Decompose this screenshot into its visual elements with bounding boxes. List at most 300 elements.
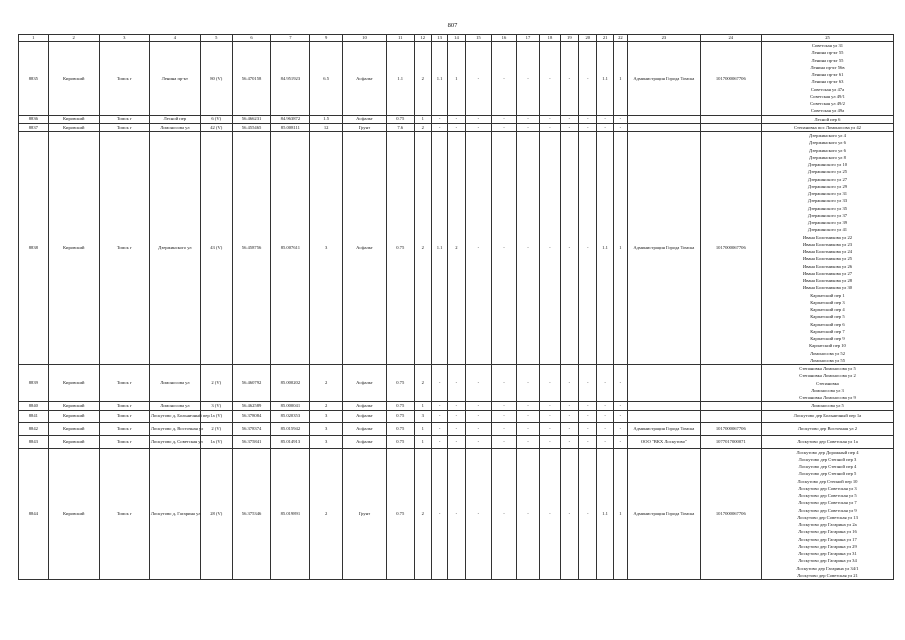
table-cell: Томск г <box>99 365 149 402</box>
table-cell: 85.020353 <box>271 410 310 422</box>
table-cell: Лоскутово д, Советская ул <box>149 435 200 448</box>
table-cell: 2 <box>414 365 431 402</box>
address-line: Лоскутово дер Гагарина ул 34 <box>798 558 857 564</box>
table-cell: - <box>613 422 627 435</box>
table-cell: 1.1 <box>431 132 447 365</box>
address-list-cell <box>761 410 893 422</box>
table-cell: Томск г <box>99 42 149 116</box>
table-cell: - <box>516 402 540 410</box>
address-line: Советская ул 49а <box>810 108 845 114</box>
table-cell: 0.75 <box>386 365 414 402</box>
table-row <box>19 435 894 448</box>
table-cell: 1 <box>613 132 627 365</box>
table-cell: 0.75 <box>386 115 414 123</box>
address-line: Советская ул 47а <box>810 86 845 92</box>
table-cell: Томск г <box>99 422 149 435</box>
address-line: Ломоносова ул 55 <box>809 357 845 363</box>
table-cell: - <box>540 422 560 435</box>
table-cell: Администрация Города Томска <box>628 42 701 116</box>
table-cell: - <box>516 132 540 365</box>
table-cell: - <box>492 123 517 131</box>
table-cell: 1.1 <box>431 42 447 116</box>
address-line: Лоскутово дер Больничный пер 1а <box>793 413 862 419</box>
address-line: Степановка Ломоносова ул 5 <box>799 366 856 371</box>
table-cell: 2 <box>310 448 343 580</box>
address-line: Лоскутово дер Советская ул 1а <box>797 438 858 444</box>
address-line: Ленина пр-кт 63 <box>811 79 844 85</box>
table-cell: - <box>465 435 492 448</box>
table-cell: - <box>613 123 627 131</box>
table-cell: 3 <box>414 410 431 422</box>
table-cell: - <box>540 402 560 410</box>
table-row <box>19 132 894 365</box>
table-cell: - <box>516 365 540 402</box>
table-cell: Томск г <box>99 123 149 131</box>
table-cell: 3 <box>310 435 343 448</box>
column-header: 4 <box>149 35 200 42</box>
table-cell: 56.462589 <box>232 402 271 410</box>
table-cell: 2 <box>414 448 431 580</box>
column-header: 23 <box>628 35 701 42</box>
address-line: Карпатский пер 5 <box>810 314 845 320</box>
address-line: Лоскутово дер Гагарина ул 29 <box>798 543 857 549</box>
table-cell: - <box>516 410 540 422</box>
table-cell: - <box>448 115 465 123</box>
address-line: Карпатский пер 3 <box>810 299 845 305</box>
table-cell: - <box>516 123 540 131</box>
address-line: Ленина пр-кт 56в <box>810 64 845 70</box>
table-cell: 1а (V) <box>200 410 232 422</box>
table-cell: 85.019891 <box>271 448 310 580</box>
table-cell: 8839 <box>19 365 49 402</box>
table-cell: 7.6 <box>386 123 414 131</box>
table-cell: - <box>465 410 492 422</box>
column-header: 14 <box>448 35 465 42</box>
table-cell: Администрация Города Томска <box>628 422 701 435</box>
column-header: 24 <box>700 35 761 42</box>
table-cell <box>628 365 701 402</box>
address-line: Дзержинского ул 27 <box>807 176 848 182</box>
column-header: 19 <box>560 35 578 42</box>
table-cell: Дзержинского ул <box>149 132 200 365</box>
table-cell: - <box>540 123 560 131</box>
table-cell: - <box>613 410 627 422</box>
address-line: Советская ул 49/1 <box>810 93 845 99</box>
table-cell: - <box>516 115 540 123</box>
address-line: Лоскутово дер Гагарина ул 31 <box>798 551 857 556</box>
table-cell: 56.375841 <box>232 435 271 448</box>
table-cell: 1 <box>414 402 431 410</box>
table-cell: - <box>579 365 597 402</box>
address-line: Ломоносова ул 3 <box>811 387 844 393</box>
address-line: Ломоносова ул 52 <box>809 350 845 356</box>
table-cell: Ломоносова ул <box>149 402 200 410</box>
table-cell: - <box>516 422 540 435</box>
table-cell: - <box>540 132 560 365</box>
table-cell: - <box>492 42 517 116</box>
table-cell: - <box>448 422 465 435</box>
table-cell: - <box>597 402 613 410</box>
address-list-cell <box>761 365 893 402</box>
address-list-cell <box>761 448 893 580</box>
table-cell: - <box>540 365 560 402</box>
address-line: Дзержинского ул 35 <box>807 205 848 211</box>
address-line: Лоскутово дер Гагарина ул 2а <box>798 522 857 527</box>
column-header: 1 <box>19 35 49 42</box>
table-row <box>19 448 894 580</box>
table-cell: - <box>560 410 578 422</box>
table-cell: 2 <box>414 42 431 116</box>
table-cell: 56.466231 <box>232 115 271 123</box>
table-cell: Лоскутово д, Гагарина ул <box>149 448 200 580</box>
table-cell: ООО "ВКХ Лоскутово" <box>628 435 701 448</box>
table-cell: - <box>579 410 597 422</box>
table-cell: 0.75 <box>386 132 414 365</box>
table-cell: - <box>579 422 597 435</box>
address-line: Карпатский пер 4 <box>810 307 845 312</box>
column-header: 2 <box>48 35 99 42</box>
table-cell: 1077017000071 <box>700 435 761 448</box>
address-line: Степановка Ломоносова ул 9 <box>799 395 856 400</box>
address-line: Дзержинского ул 37 <box>807 212 848 218</box>
table-cell: 1.1 <box>597 448 613 580</box>
table-cell: 8836 <box>19 115 49 123</box>
table-cell: - <box>448 410 465 422</box>
table-cell: - <box>448 123 465 131</box>
column-header: 10 <box>342 35 386 42</box>
table-row <box>19 422 894 435</box>
table-cell: 85.015942 <box>271 422 310 435</box>
address-list-cell <box>761 115 893 123</box>
table-cell: - <box>579 42 597 116</box>
table-cell: - <box>579 448 597 580</box>
table-cell: Кировский <box>48 123 99 131</box>
table-cell: 56.378374 <box>232 422 271 435</box>
column-header: 5 <box>200 35 232 42</box>
table-cell: Асфальт <box>342 132 386 365</box>
table-cell: - <box>560 448 578 580</box>
column-header: 6 <box>232 35 271 42</box>
column-header: 15 <box>465 35 492 42</box>
address-line: Лоскутово дер Советская ул 3 <box>798 485 857 491</box>
table-row <box>19 365 894 402</box>
table-cell: - <box>540 435 560 448</box>
table-cell: - <box>613 115 627 123</box>
column-header: 25 <box>761 35 893 42</box>
table-cell: 0.75 <box>386 422 414 435</box>
table-cell <box>628 115 701 123</box>
table-cell: - <box>431 448 447 580</box>
table-cell: 85.007611 <box>271 132 310 365</box>
table-cell: - <box>579 123 597 131</box>
table-cell: 1 <box>448 42 465 116</box>
table-cell: - <box>431 365 447 402</box>
address-line: Степановка <box>816 380 839 386</box>
table-cell: - <box>465 42 492 116</box>
table-cell <box>628 410 701 422</box>
table-cell: - <box>560 115 578 123</box>
table-cell: Томск г <box>99 410 149 422</box>
address-line: Лоскутово дер Дорожный пер 4 <box>796 449 859 455</box>
table-cell: - <box>448 448 465 580</box>
address-line: Лоскутово дер Советская ул 21 <box>797 572 858 578</box>
table-cell: - <box>597 123 613 131</box>
table-cell: Кировский <box>48 402 99 410</box>
address-line: Дзержинского ул 31 <box>807 191 848 196</box>
address-line: Дзержинского ул 33 <box>807 198 848 204</box>
table-cell <box>628 402 701 410</box>
table-cell: Кировский <box>48 365 99 402</box>
register-table <box>18 34 894 580</box>
table-cell: - <box>448 435 465 448</box>
table-cell: Лесной пер <box>149 115 200 123</box>
table-cell: - <box>431 435 447 448</box>
table-cell: 8843 <box>19 435 49 448</box>
table-cell: - <box>540 448 560 580</box>
address-list-cell <box>761 402 893 410</box>
column-header-row <box>19 35 894 42</box>
table-cell <box>700 402 761 410</box>
column-header: 17 <box>516 35 540 42</box>
address-line: Ленина пр-кт 55 <box>811 50 844 56</box>
table-cell: - <box>431 422 447 435</box>
table-cell <box>628 123 701 131</box>
table-cell: - <box>431 402 447 410</box>
table-cell: - <box>465 132 492 365</box>
address-line: Дзержинского ул 6 <box>809 147 846 153</box>
address-line: Лоскутово дер Степной пер 3 <box>798 456 857 462</box>
table-cell: 8835 <box>19 42 49 116</box>
table-cell: 1.1 <box>597 42 613 116</box>
table-cell: 3 (V) <box>200 402 232 410</box>
table-cell: 1 <box>414 435 431 448</box>
table-cell: Ломоносова ул <box>149 123 200 131</box>
table-cell: - <box>613 402 627 410</box>
table-cell: Томск г <box>99 132 149 365</box>
address-line: Ивана Болотникова ул 26 <box>802 263 853 269</box>
address-line: Лоскутово дер Советская ул 9 <box>798 507 857 513</box>
address-line: Дзержинского ул 8 <box>809 154 846 160</box>
table-cell: Кировский <box>48 115 99 123</box>
table-cell <box>700 115 761 123</box>
table-cell: - <box>560 132 578 365</box>
table-cell: 56.375346 <box>232 448 271 580</box>
address-line: Карпатский пер 7 <box>810 328 845 334</box>
address-line: Лесной пер 6 <box>814 116 841 122</box>
table-cell: 2 <box>414 132 431 365</box>
address-line: Дзержинского ул 4 <box>809 133 846 138</box>
table-cell: 2 (V) <box>200 365 232 402</box>
table-cell: Томск г <box>99 402 149 410</box>
table-cell <box>700 365 761 402</box>
table-cell: - <box>597 365 613 402</box>
table-cell: - <box>579 115 597 123</box>
table-cell: Асфальт <box>342 365 386 402</box>
address-list-cell <box>761 42 893 116</box>
table-cell: 85.000202 <box>271 365 310 402</box>
table-cell: 8841 <box>19 410 49 422</box>
table-cell: Асфальт <box>342 115 386 123</box>
column-header: 7 <box>271 35 310 42</box>
table-cell: - <box>579 402 597 410</box>
table-row <box>19 42 894 116</box>
table-cell: Асфальт <box>342 410 386 422</box>
table-cell: 1 <box>414 115 431 123</box>
column-header: 20 <box>579 35 597 42</box>
table-cell: 8840 <box>19 402 49 410</box>
address-line: Карпатский пер 10 <box>809 343 846 349</box>
table-cell: 3 <box>310 422 343 435</box>
table-cell: - <box>597 410 613 422</box>
table-cell: Томск г <box>99 115 149 123</box>
table-cell: - <box>516 42 540 116</box>
table-cell: - <box>560 402 578 410</box>
table-cell: Грунт <box>342 448 386 580</box>
table-cell: Асфальт <box>342 42 386 116</box>
address-line: Советская ул 31 <box>811 43 844 48</box>
table-cell: 56.470158 <box>232 42 271 116</box>
table-cell: - <box>560 435 578 448</box>
table-cell: - <box>597 115 613 123</box>
table-cell: 1017000067706 <box>700 42 761 116</box>
table-cell: - <box>492 422 517 435</box>
address-line: Ленина пр-кт 61 <box>811 72 844 77</box>
table-cell: Грунт <box>342 123 386 131</box>
address-line: Степановка пос Ломоносова ул 42 <box>794 124 861 130</box>
address-line: Ленина пр-кт 55 <box>811 57 844 63</box>
table-cell: 8844 <box>19 448 49 580</box>
table-cell: - <box>431 410 447 422</box>
address-line: Лоскутово дер Гагарина ул 17 <box>798 536 857 542</box>
table-cell: 2 <box>448 132 465 365</box>
address-line: Советская ул 49/2 <box>810 101 845 106</box>
table-cell: - <box>613 365 627 402</box>
table-cell: 85.008111 <box>271 123 310 131</box>
table-cell: - <box>492 435 517 448</box>
table-cell: - <box>448 365 465 402</box>
table-cell: 8837 <box>19 123 49 131</box>
table-cell: - <box>492 410 517 422</box>
table-cell: 2 (V) <box>200 422 232 435</box>
column-header: 21 <box>597 35 613 42</box>
table-cell: 56.458756 <box>232 132 271 365</box>
table-cell: - <box>465 448 492 580</box>
table-body <box>19 42 894 580</box>
address-line: Ивана Болотникова ул 25 <box>802 256 853 262</box>
table-cell: Администрация Города Томска <box>628 448 701 580</box>
table-cell: 1.1 <box>386 42 414 116</box>
page-number: 807 <box>447 22 458 29</box>
address-line: Ивана Болотникова ул 23 <box>802 241 853 247</box>
table-cell: 85.000041 <box>271 402 310 410</box>
table-cell: Асфальт <box>342 435 386 448</box>
table-cell: 6 (V) <box>200 115 232 123</box>
table-cell: - <box>560 42 578 116</box>
table-cell: 0.75 <box>386 402 414 410</box>
address-line: Дзержинского ул 25 <box>807 169 848 175</box>
table-cell: - <box>597 435 613 448</box>
table-cell: 80 (V) <box>200 42 232 116</box>
column-header: 13 <box>431 35 447 42</box>
table-cell: 1 <box>414 422 431 435</box>
address-line: Дзержинского ул 39 <box>807 220 848 225</box>
table-cell: 12 <box>310 123 343 131</box>
table-cell: 8842 <box>19 422 49 435</box>
table-cell: 3 <box>310 132 343 365</box>
table-cell: Лоскутово д, Восточная ул <box>149 422 200 435</box>
table-row <box>19 123 894 131</box>
table-cell: 28 (V) <box>200 448 232 580</box>
address-line: Ломоносова ул 5 <box>811 403 844 409</box>
table-cell: - <box>465 402 492 410</box>
address-list-cell <box>761 435 893 448</box>
table-cell: - <box>540 42 560 116</box>
table-cell: 1017000067706 <box>700 422 761 435</box>
address-line: Ивана Болотникова ул 28 <box>802 278 853 283</box>
table-cell: 1а (V) <box>200 435 232 448</box>
table-cell: - <box>579 435 597 448</box>
table-cell: - <box>540 115 560 123</box>
column-header: 18 <box>540 35 560 42</box>
address-line: Степановка Ломоносова ул 2 <box>799 373 856 379</box>
table-cell: - <box>540 410 560 422</box>
table-cell: Кировский <box>48 435 99 448</box>
address-line: Ивана Болотникова ул 22 <box>802 234 853 240</box>
address-line: Лоскутово дер Советская ул 5 <box>798 493 857 498</box>
table-cell: 56.460792 <box>232 365 271 402</box>
table-row <box>19 410 894 422</box>
table-cell: 2 <box>310 365 343 402</box>
column-header: 22 <box>613 35 627 42</box>
table-cell: Асфальт <box>342 402 386 410</box>
table-cell: 56.455465 <box>232 123 271 131</box>
table-cell <box>700 123 761 131</box>
table-cell: - <box>560 422 578 435</box>
table-cell: Кировский <box>48 410 99 422</box>
table-cell: - <box>492 132 517 365</box>
address-list-cell <box>761 132 893 365</box>
table-cell: 1.5 <box>310 115 343 123</box>
column-header: 16 <box>492 35 517 42</box>
address-line: Лоскутово дер Степной пер 4 <box>798 464 857 469</box>
table-cell: 8838 <box>19 132 49 365</box>
table-cell: 1017000067706 <box>700 448 761 580</box>
column-header: 12 <box>414 35 431 42</box>
table-cell <box>700 410 761 422</box>
address-line: Лоскутово дер Степной пер 10 <box>797 478 858 484</box>
table-cell: 42 (V) <box>200 123 232 131</box>
table-cell: - <box>465 365 492 402</box>
table-cell: 0.75 <box>386 448 414 580</box>
table-cell: Кировский <box>48 448 99 580</box>
table-cell: Ленина пр-кт <box>149 42 200 116</box>
table-cell: - <box>465 123 492 131</box>
table-cell: 1.1 <box>597 132 613 365</box>
table-cell: 56.378084 <box>232 410 271 422</box>
address-list-cell <box>761 123 893 131</box>
address-line: Ивана Болотникова ул 30 <box>802 285 853 291</box>
table-cell: 1017000067706 <box>700 132 761 365</box>
table-cell: - <box>516 448 540 580</box>
table-cell: - <box>492 402 517 410</box>
column-header: 9 <box>310 35 343 42</box>
table-cell: - <box>465 422 492 435</box>
address-line: Дзержинского ул 10 <box>807 162 848 167</box>
table-cell: - <box>431 123 447 131</box>
table-cell: 0.75 <box>386 410 414 422</box>
table-cell: 0.75 <box>386 435 414 448</box>
table-cell: Томск г <box>99 448 149 580</box>
